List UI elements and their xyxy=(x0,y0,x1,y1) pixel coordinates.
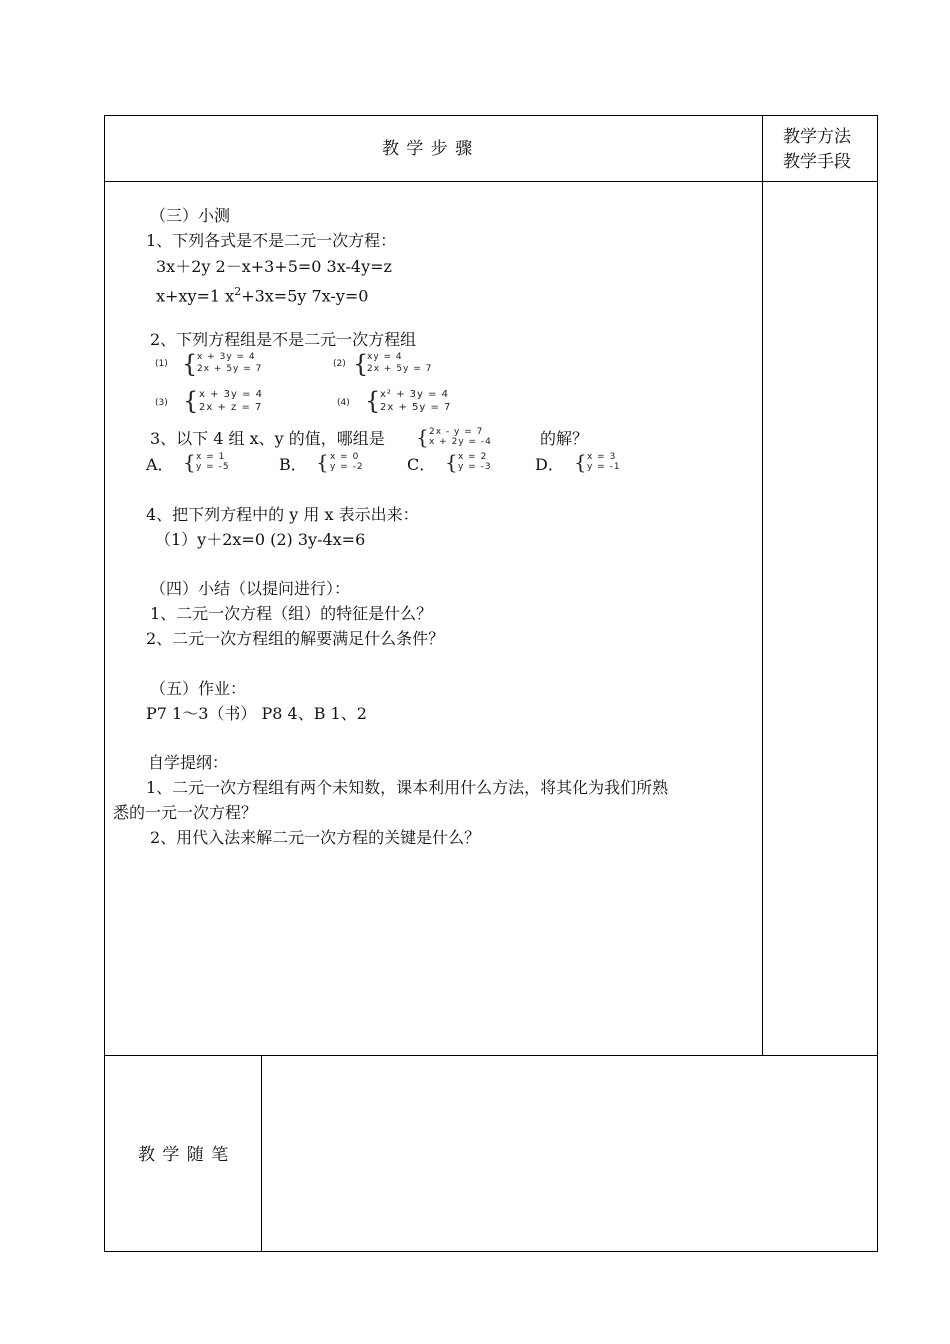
q3-option-b-eq1: x = 0 xyxy=(330,452,360,462)
q2-item3-brace: { xyxy=(183,387,199,415)
q3-prompt-b: 的解？ xyxy=(540,429,589,448)
q2-item1-eq2: 2x + 5y = 7 xyxy=(197,364,263,374)
q3-option-d-label: D． xyxy=(535,455,564,474)
q1-row1: 3x＋2y 2－x+3+5=0 3x-4y=z xyxy=(156,257,392,276)
q3-option-a-eq1: x = 1 xyxy=(196,452,226,462)
q3-option-a-brace: { xyxy=(183,450,196,474)
method-header-line1: 教学方法 xyxy=(783,127,851,147)
q2-item2-label: (2) xyxy=(333,359,346,369)
q1-prompt: 1、下列各式是不是二元一次方程： xyxy=(146,231,397,250)
q1-row2-a: x+xy=1 x xyxy=(156,286,235,306)
table-bottom-border xyxy=(104,1251,878,1252)
q3-system-eq2: x + 2y = -4 xyxy=(429,437,492,447)
q2-prompt: 2、下列方程组是不是二元一次方程组 xyxy=(150,330,417,349)
q1-row2 xyxy=(156,282,368,306)
q3-option-b-brace: { xyxy=(316,450,329,474)
notes-column-divider xyxy=(261,1055,262,1252)
section4-title: （四）小结（以提问进行）： xyxy=(150,579,351,598)
q2-item4-brace: { xyxy=(365,387,381,415)
q2-item4-system xyxy=(380,390,451,412)
section3-title: （三）小测 xyxy=(150,206,231,225)
q2-item2-eq2: 2x + 5y = 7 xyxy=(367,364,433,374)
q2-item2-system xyxy=(367,353,432,374)
q3-option-c-eq2: y = -3 xyxy=(458,462,492,472)
section5-title: （五）作业： xyxy=(150,679,247,698)
table-left-border xyxy=(104,115,105,1252)
q2-item2-brace: { xyxy=(353,350,369,378)
self-study-q2: 2、用代入法来解二元一次方程的关键是什么？ xyxy=(150,828,481,847)
q1-row2-b: +3x=5y 7x-y=0 xyxy=(241,286,369,306)
q1-row2-sup: 2 xyxy=(234,285,242,298)
q2-item1-brace: { xyxy=(182,350,198,378)
q2-item4-eq2: 2x + 5y = 7 xyxy=(380,402,452,413)
q3-option-b-label: B． xyxy=(279,455,307,474)
q3-option-a-label: A． xyxy=(146,455,174,474)
q2-item4-label: (4) xyxy=(337,398,350,408)
q2-item2-eq1: xy = 4 xyxy=(367,352,403,362)
method-column-divider xyxy=(762,115,763,1056)
q3-option-a-eq2: y = -5 xyxy=(196,462,230,472)
section5-content: P7 1～3（书） P8 4、B 1、2 xyxy=(146,704,367,723)
q3-option-c-system xyxy=(458,453,492,472)
q4-prompt: 4、把下列方程中的 y 用 x 表示出来： xyxy=(146,505,419,524)
q3-system-brace: { xyxy=(416,425,429,449)
table-right-border xyxy=(877,115,878,1252)
steps-header: 教 学 步 骤 xyxy=(382,139,474,159)
q3-option-a-system xyxy=(196,453,230,472)
self-study-q1-line2: 悉的一元一次方程？ xyxy=(113,803,258,822)
q3-option-c-eq1: x = 2 xyxy=(458,452,488,462)
q2-item3-eq1: x + 3y = 4 xyxy=(199,389,264,400)
q4-items: （1）y＋2x=0 (2) 3y-4x=6 xyxy=(155,530,366,549)
q3-option-d-eq1: x = 3 xyxy=(587,452,617,462)
q3-option-b-system xyxy=(330,453,364,472)
q3-option-d-system xyxy=(587,453,621,472)
q2-item4-eq1: x² + 3y = 4 xyxy=(380,389,450,400)
q2-item1-eq1: x + 3y = 4 xyxy=(197,352,256,362)
q3-system xyxy=(429,428,492,447)
q3-prompt-a: 3、以下 4 组 x、y 的值，哪组是 xyxy=(150,429,385,448)
q3-option-d-eq2: y = -1 xyxy=(587,462,621,472)
q2-item3-eq2: 2x + z = 7 xyxy=(199,402,263,413)
section4-q1: 1、二元一次方程（组）的特征是什么？ xyxy=(150,604,433,623)
q2-item3-label: (3) xyxy=(155,398,168,408)
self-study-title: 自学提纲： xyxy=(148,753,229,772)
q3-system-eq1: 2x - y = 7 xyxy=(429,427,484,437)
q2-item1-system xyxy=(197,353,262,374)
notes-label: 教 学 随 笔 xyxy=(138,1145,230,1165)
q3-option-c-label: C． xyxy=(407,455,436,474)
q2-item3-system xyxy=(199,390,263,412)
q3-option-b-eq2: y = -2 xyxy=(330,462,364,472)
self-study-q1-line1: 1、二元一次方程组有两个未知数，课本利用什么方法，将其化为我们所熟 xyxy=(146,778,669,797)
section4-q2: 2、二元一次方程组的解要满足什么条件？ xyxy=(146,629,445,648)
q3-option-c-brace: { xyxy=(445,450,458,474)
q2-item1-label: (1) xyxy=(155,359,168,369)
method-header-line2: 教学手段 xyxy=(783,152,851,172)
q3-option-d-brace: { xyxy=(574,450,587,474)
